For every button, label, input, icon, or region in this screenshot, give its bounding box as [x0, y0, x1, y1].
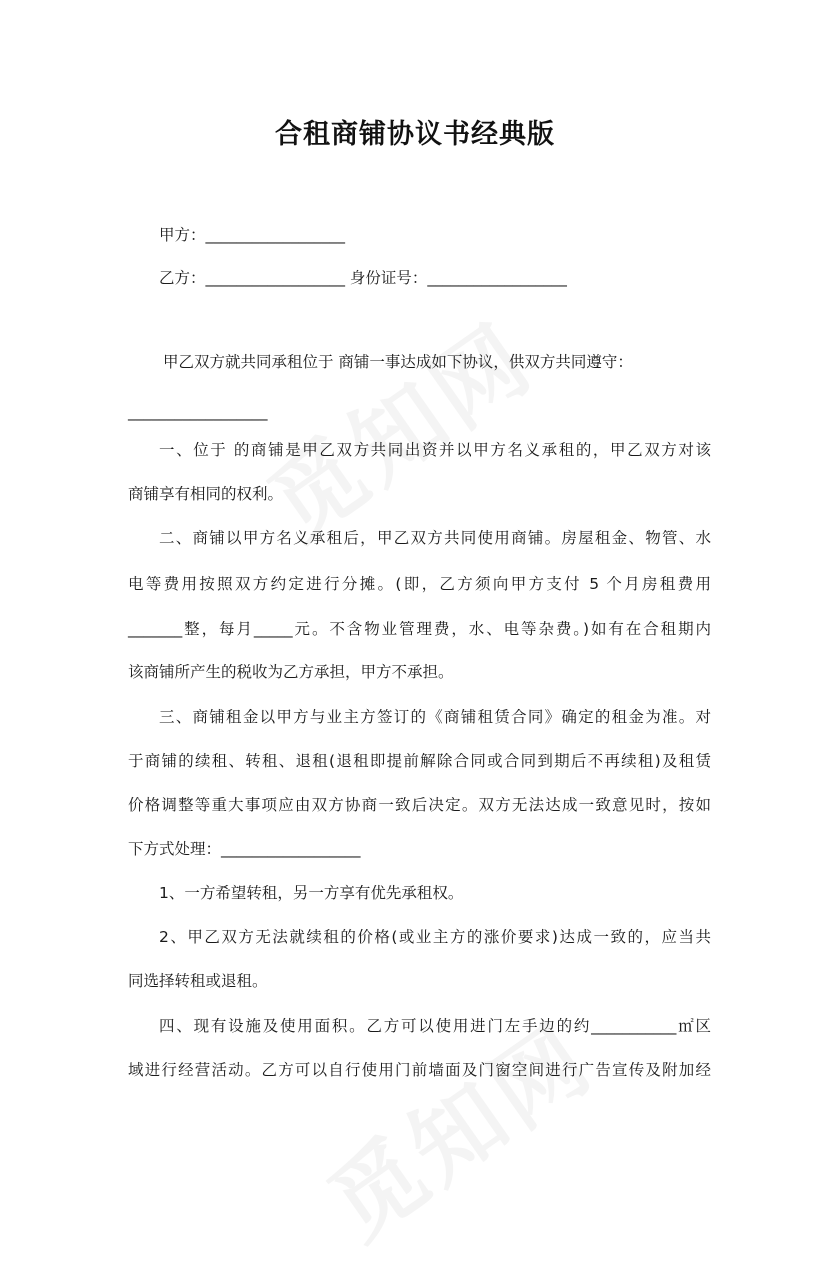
party-a-line: 甲方：__________________ — [159, 226, 346, 244]
document-title: 合租商铺协议书经典版 — [275, 119, 555, 150]
clause-3-item-2: 2、甲乙双方无法就续租的价格(或业主方的涨价要求)达成一致的，应当共 — [159, 928, 711, 946]
clause-2-line: 二、商铺以甲方名义承租后，甲乙双方共同使用商铺。房屋租金、物管、水 — [159, 529, 711, 547]
clause-3-line: 三、商铺租金以甲方与业主方签订的《商铺租赁合同》确定的租金为准。对 — [159, 708, 711, 726]
clause-4-line: 四、现有设施及使用面积。乙方可以使用进门左手边的约___________㎡区 — [159, 1017, 711, 1035]
clause-1-line: 一、位于 的商铺是甲乙双方共同出资并以甲方名义承租的，甲乙双方对该 — [159, 441, 711, 459]
party-b-line: 乙方：__________________ 身份证号：__________________ — [159, 269, 567, 287]
intro-line: 甲乙双方就共同承租位于 商铺一事达成如下协议，供双方共同遵守： — [163, 353, 633, 371]
clause-3-item-1: 1、一方希望转租，另一方享有优先承租权。 — [159, 884, 464, 902]
intro-blank-line: __________________ — [128, 403, 268, 421]
watermark — [239, 288, 556, 565]
clause-3-item-2: 同选择转租或退租。 — [128, 972, 268, 990]
clause-3-line: 于商铺的续租、转租、退租(退租即提前解除合同或合同到期后不再续租)及租赁 — [128, 752, 711, 770]
clause-1-line: 商铺享有相同的权利。 — [128, 485, 284, 503]
clause-4-line: 域进行经营活动。乙方可以自行使用门前墙面及门窗空间进行广告宣传及附加经 — [128, 1061, 711, 1079]
clause-3-line: 价格调整等重大事项应由双方协商一致后决定。双方无法达成一致意见时，按如 — [128, 796, 711, 814]
clause-3-line: 下方式处理：__________________ — [128, 840, 361, 858]
clause-2-line: 该商铺所产生的税收为乙方承担，甲方不承担。 — [128, 663, 454, 681]
clause-2-line: 电等费用按照双方约定进行分摊。(即，乙方须向甲方支付 5 个月房租费用 — [128, 575, 711, 593]
clause-2-line: _______整，每月_____元。不含物业管理费，水、电等杂费。)如有在合租期内 — [128, 620, 711, 638]
